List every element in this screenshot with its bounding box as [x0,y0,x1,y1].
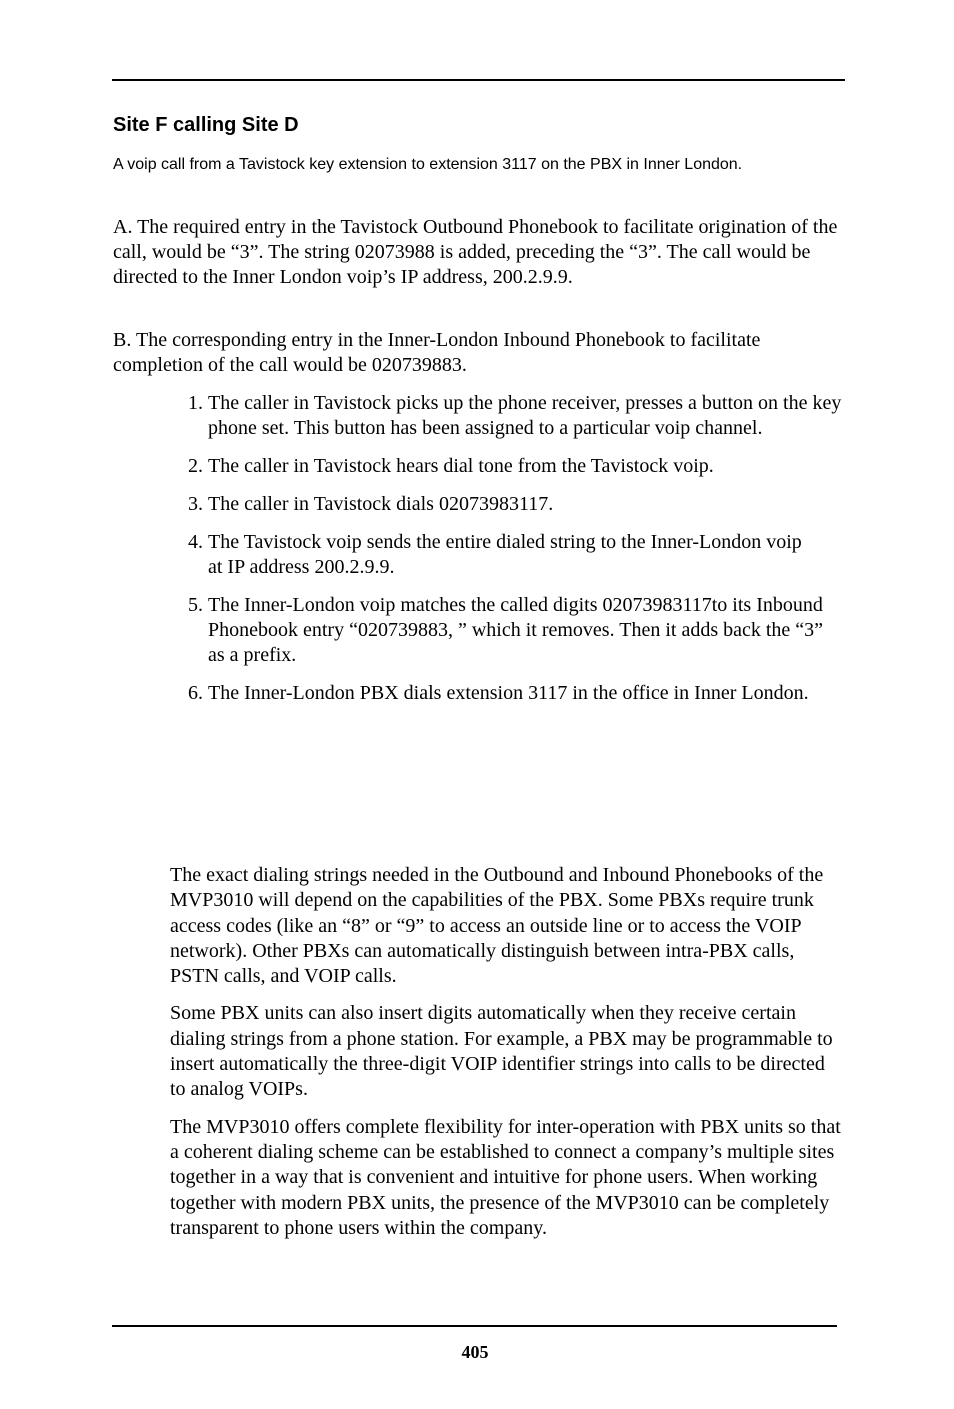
step-number: 2. [188,455,203,477]
call-steps-list [188,391,843,719]
paragraph-a: A. The required entry in the Tavistock Outbound Phonebook to facilitate origination of the call, would be “3”. The string 02073988 is added, preceding the “3”. The call would be directed to the Inner London voip’s IP address, 200.2.9.9. [113,216,838,288]
step-number: 1. [188,392,203,414]
step-text: The caller in Tavistock picks up the phone receiver, presses a button on the key phone set. This button has been assigned to a particular voip channel. [208,392,842,439]
intro-text: A voip call from a Tavistock key extension to extension 3117 on the PBX in Inner London. [113,156,743,173]
step-item [188,492,843,517]
closing-paragraph: The MVP3010 offers complete flexibility for inter-operation with PBX units so that a coherent dialing scheme can be established to connect a company’s multiple sites together in a way that is convenient and intuitive for phone users. When working together with modern PBX units, the presence of the MVP3010 can be completely transparent to phone users within the company. [170,1115,841,1239]
step-item [188,454,843,479]
closing-paragraph: The exact dialing strings needed in the Outbound and Inbound Phonebooks of the MVP3010 will depend on the capabilities of the PBX. Some PBXs require trunk access codes (like an “8” or “9” to access an outside line or to access the VOIP network). Other PBXs can automatically distinguish between intra-PBX calls, PSTN calls, and VOIP calls. [170,864,824,988]
step-text: The caller in Tavistock dials 02073983117. [208,493,554,515]
page-number: 405 [461,1342,489,1362]
step-number: 5. [188,594,203,616]
step-text-continuation: at IP address 200.2.9.9. [208,556,395,578]
closing-section [170,863,842,1253]
step-number: 3. [188,493,203,515]
step-text: The Inner-London voip matches the called digits 02073983117to its Inbound Phonebook entry “020739883, ” which it removes. Then it adds back the “3” as a prefix. [208,594,824,666]
closing-paragraph: Some PBX units can also insert digits automatically when they receive certain dialing strings from a phone station. For example, a PBX may be programmable to insert automatically the three-digit VOIP identifier strings into calls to be directed to analog VOIPs. [170,1002,833,1101]
step-item [188,530,843,580]
header-rule [112,79,845,81]
step-number: 6. [188,682,203,704]
step-text: The caller in Tavistock hears dial tone from the Tavistock voip. [208,455,714,477]
step-item [188,681,843,706]
step-text: The Tavistock voip sends the entire dialed string to the Inner-London voip [208,531,802,553]
step-item [188,391,843,441]
paragraph-b: B. The corresponding entry in the Inner-London Inbound Phonebook to facilitate completion of the call would be 020739883. [113,329,761,376]
step-item [188,593,843,668]
step-number: 4. [188,531,203,553]
step-text: The Inner-London PBX dials extension 3117 in the office in Inner London. [208,682,809,704]
section-heading: Site F calling Site D [113,114,299,136]
footer-rule [112,1325,837,1327]
